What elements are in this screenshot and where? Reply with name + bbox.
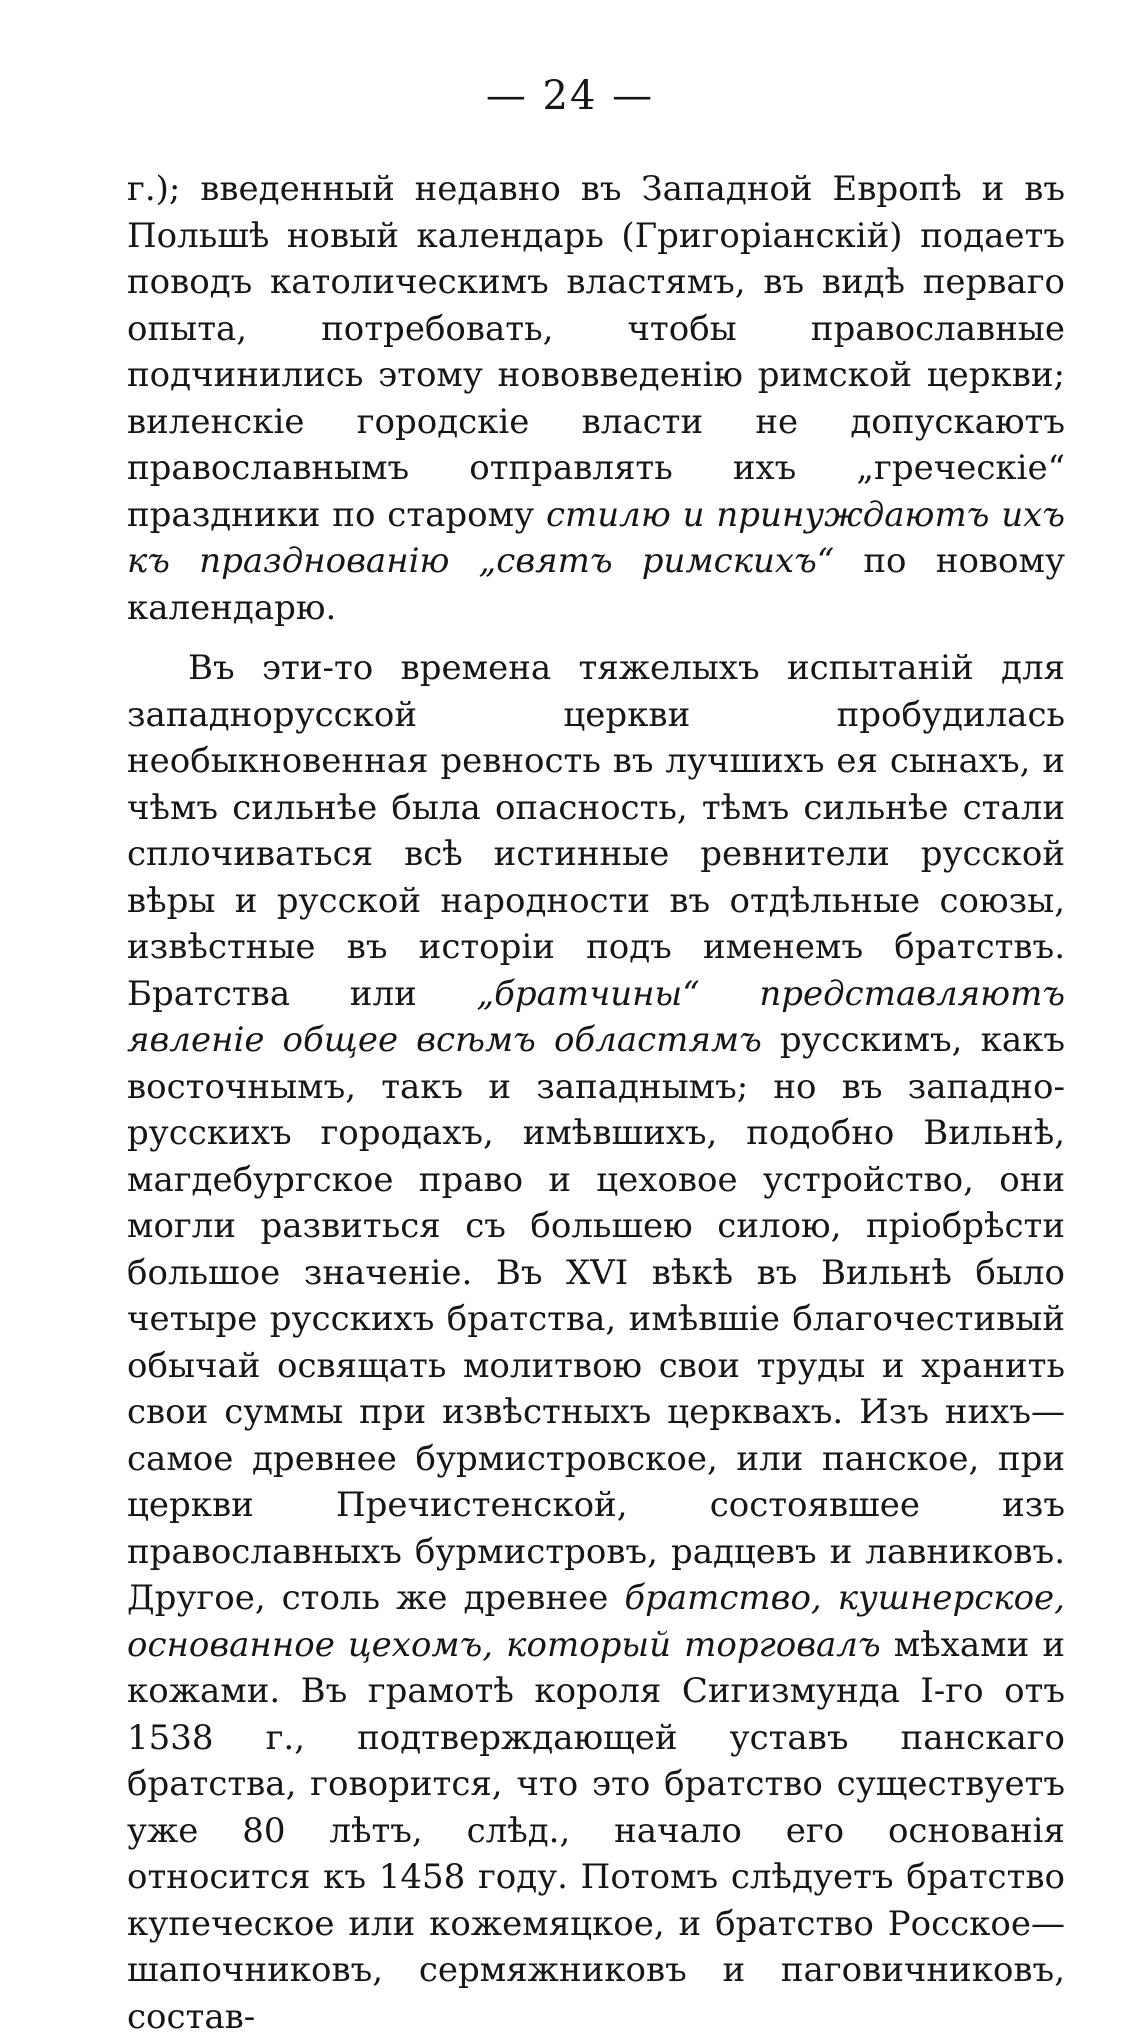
page-body (127, 166, 1065, 2040)
italic-text: братство, кушнерское, основанное цехомъ, который торговалъ (127, 1578, 1065, 1665)
paragraph-text: русскимъ, какъ восточнымъ, такъ и западнымъ; но въ западно-русскихъ городахъ, имѣвшихъ, подобно Вильнѣ, магдебургское право и цеховое устройство, они могли развиться съ большею силою, пріобрѣсти большое значеніе. Въ XVI вѣкѣ въ Вильнѣ было четыре русскихъ братства, имѣвшіе благочестивый обычай освящать молитвою свои труды и хранить свои суммы при извѣстныхъ церквахъ. Изъ нихъ—самое древнее бурмистровское, или панское, при церкви Пречистенской, состоявшее изъ православныхъ бурмистровъ, радцевъ и лавниковъ. Другое, столь же древнее (127, 1020, 1065, 1618)
italic-text: „братчины“ представляютъ явленіе общее всѣмъ областямъ (127, 973, 1065, 1060)
paragraph (127, 166, 1065, 631)
paragraph-text: по новому календарю. (127, 541, 1065, 628)
page-number: — 24 — (485, 73, 655, 119)
paragraph (127, 645, 1065, 2040)
paragraph-text: Въ эти-то времена тяжелыхъ испытаній для западнорусской церкви пробудилась необыкновенная ревность въ лучшихъ ея сынахъ, и чѣмъ сильнѣе была опасность, тѣмъ сильнѣе стали сплочиваться всѣ истинные ревнители русской вѣры и русской народности въ отдѣльные союзы, извѣстные въ исторіи подъ именемъ братствъ. Братства или (127, 648, 1065, 1014)
italic-text: стилю и принуждаютъ ихъ къ празднованію „святъ римскихъ“ (127, 494, 1065, 581)
paragraph-text: мѣхами и кожами. Въ грамотѣ короля Сигизмунда I-го отъ 1538 г., подтверждающей уставъ панскаго братства, говорится, что это братство существуетъ уже 80 лѣтъ, слѣд., начало его основанія относится къ 1458 году. Потомъ слѣдуетъ братство купеческое или кожемяцкое, и братство Росское—шапочниковъ, сермяжниковъ и паговичниковъ, состав- (127, 1624, 1065, 2037)
paragraph-text: г.); введенный недавно въ Западной Европѣ и въ Польшѣ новый календарь (Григоріанскій) подаетъ поводъ католическимъ властямъ, въ видѣ перваго опыта, потребовать, чтобы православные подчинились этому нововведенію римской церкви; виленскіе городскіе власти не допускаютъ православнымъ отправлять ихъ „греческіе“ праздники по старому (127, 169, 1065, 535)
